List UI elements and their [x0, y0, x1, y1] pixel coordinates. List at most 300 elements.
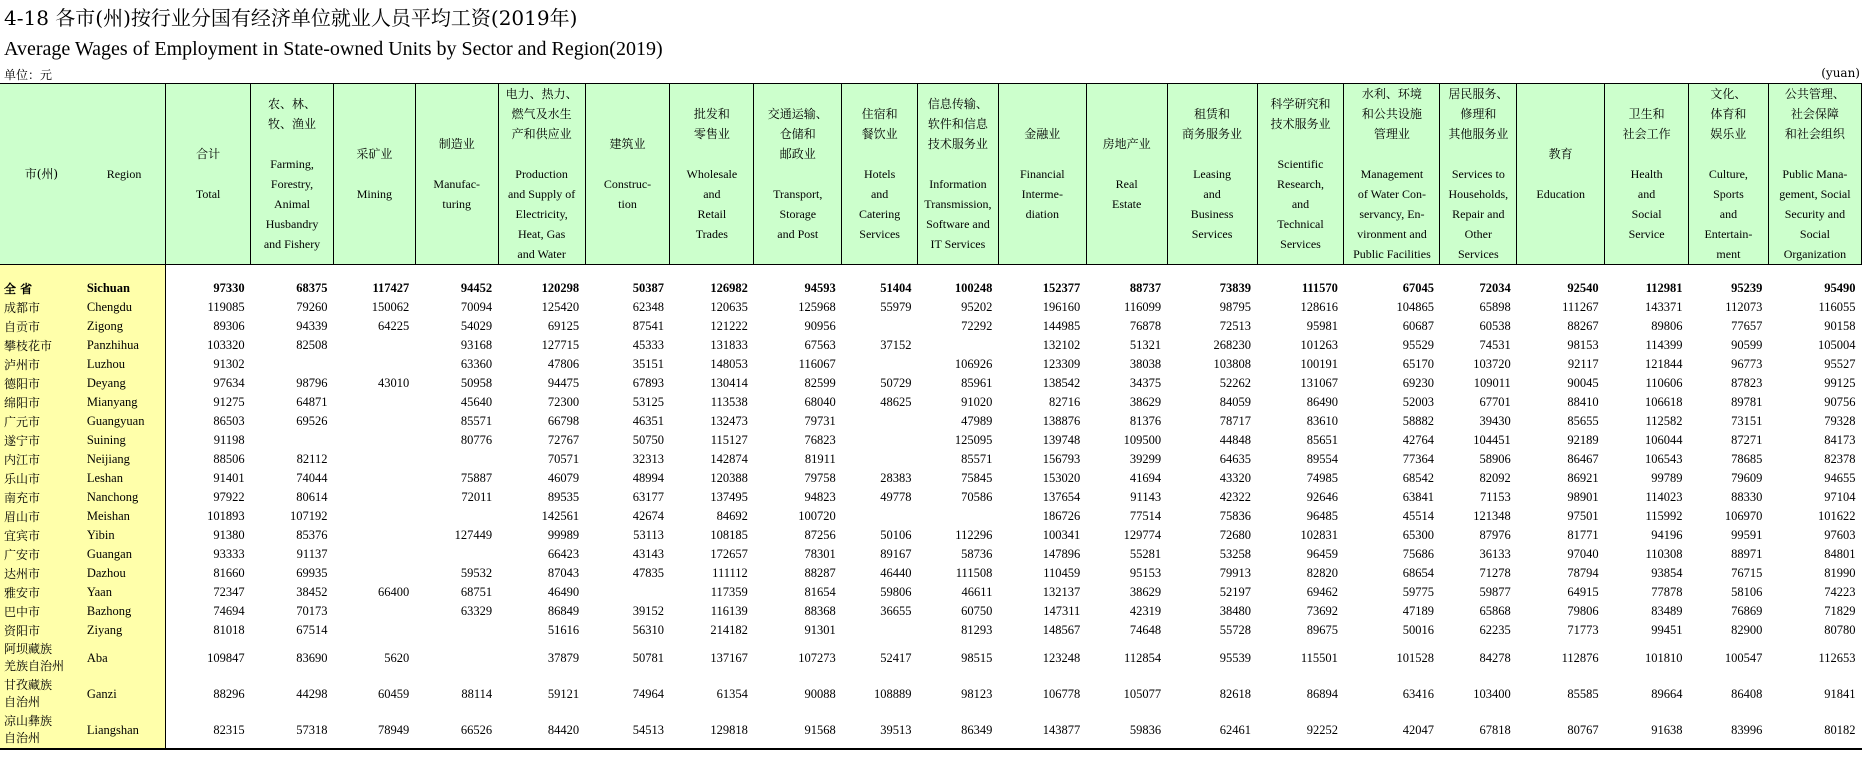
wage-cell: 85571 — [961, 452, 993, 466]
wage-cell: 91302 — [213, 357, 245, 371]
wage-cell: 138542 — [1042, 376, 1081, 390]
wage-cell: 67701 — [1479, 395, 1511, 409]
wage-cell: 112582 — [1645, 414, 1683, 428]
wage-cell: 82618 — [1219, 686, 1252, 701]
wage-cell: 87541 — [632, 319, 664, 333]
wage-cell: 85585 — [1567, 686, 1599, 701]
wage-cell: 82092 — [1479, 471, 1511, 485]
wage-cell: 82716 — [1049, 395, 1081, 409]
wage-cell: 91143 — [1130, 490, 1162, 504]
wage-cell: 129774 — [1123, 528, 1162, 542]
region-name-cn: 泸州市 — [0, 355, 83, 374]
wage-cell: 67514 — [296, 623, 328, 637]
wage-cell: 95527 — [1824, 357, 1856, 371]
wage-cell: 89675 — [1306, 623, 1338, 637]
wage-cell: 62235 — [1479, 623, 1511, 637]
wage-cell — [251, 355, 334, 374]
wage-cell: 37152 — [880, 338, 912, 352]
wage-cell: 38038 — [1129, 357, 1162, 371]
wage-cell: 84059 — [1219, 395, 1252, 409]
table-header-row — [0, 84, 1862, 265]
wage-cell: 101810 — [1645, 650, 1683, 665]
wage-cell — [842, 412, 918, 431]
region-name-en: Deyang — [83, 374, 166, 393]
wage-cell — [333, 526, 415, 545]
wage-cell: 35151 — [632, 357, 664, 371]
wage-cell: 99591 — [1731, 528, 1763, 542]
header-col-en: Real Estate — [1112, 177, 1142, 211]
wage-cell: 107192 — [289, 509, 328, 523]
wage-cell: 44298 — [296, 686, 328, 701]
wage-cell: 100720 — [798, 509, 836, 523]
wage-cell: 80776 — [460, 433, 493, 447]
wage-cell: 103720 — [1473, 357, 1511, 371]
wage-cell: 104451 — [1473, 433, 1511, 447]
wage-cell: 68040 — [804, 395, 836, 409]
wage-cell: 36655 — [880, 604, 912, 618]
wage-cell: 119085 — [207, 300, 245, 314]
table-row — [0, 621, 1862, 640]
header-col-cn: 金融业 — [1024, 127, 1061, 141]
region-name-en: Sichuan — [83, 279, 166, 298]
table-row — [0, 279, 1862, 298]
wage-cell: 152377 — [1042, 281, 1081, 295]
wage-cell: 109847 — [207, 650, 245, 665]
region-name-en: Ganzi — [83, 676, 166, 712]
wage-cell: 79731 — [804, 414, 836, 428]
wage-cell: 69935 — [296, 566, 328, 580]
wage-cell: 101622 — [1818, 509, 1856, 523]
wage-cell: 46490 — [547, 585, 580, 599]
wage-cell: 49778 — [880, 490, 912, 504]
wage-cell: 38452 — [296, 585, 328, 599]
header-col-11 — [1086, 84, 1167, 265]
header-col-cn: 合计 — [196, 147, 221, 161]
region-name-en: Zigong — [83, 317, 166, 336]
region-name-en: Bazhong — [83, 602, 166, 621]
region-name-cn: 宜宾市 — [0, 526, 83, 545]
wage-cell: 120388 — [710, 471, 748, 485]
wage-cell: 100341 — [1042, 528, 1081, 542]
wage-cell: 81654 — [804, 585, 836, 599]
wage-cell: 63360 — [460, 357, 493, 371]
wage-cell: 74531 — [1479, 338, 1511, 352]
wage-cell: 116099 — [1124, 300, 1162, 314]
region-name-en: Neijiang — [83, 450, 166, 469]
wage-cell: 112981 — [1645, 281, 1683, 295]
region-name-cn: 广安市 — [0, 545, 83, 564]
wage-cell: 56310 — [632, 623, 664, 637]
header-col-12 — [1167, 84, 1257, 265]
wage-cell: 88330 — [1731, 490, 1763, 504]
table-row — [0, 450, 1862, 469]
wage-cell: 86849 — [547, 604, 580, 618]
header-col-cn: 科学研究和 技术服务业 — [1270, 97, 1331, 131]
wage-cell: 147896 — [1042, 547, 1081, 561]
wage-cell: 84278 — [1479, 650, 1511, 665]
table-row — [0, 545, 1862, 564]
header-col-cn: 制造业 — [438, 137, 475, 151]
header-col-en: Leasing and Business Services — [1190, 167, 1234, 241]
wage-cell: 111267 — [1562, 300, 1599, 314]
wage-cell: 60687 — [1402, 319, 1434, 333]
wage-cell: 104865 — [1396, 300, 1434, 314]
wage-cell: 268230 — [1213, 338, 1252, 352]
header-col-en: Total — [195, 187, 221, 201]
wage-cell: 59532 — [460, 566, 493, 580]
wage-cell: 46351 — [632, 414, 664, 428]
wage-cell: 106778 — [1042, 686, 1081, 701]
header-gap-row — [0, 265, 1862, 280]
wage-cell: 127449 — [454, 528, 493, 542]
region-name-cn: 自贡市 — [0, 317, 83, 336]
wage-cell: 39152 — [632, 604, 664, 618]
wage-cell — [333, 450, 415, 469]
wage-cell: 74044 — [296, 471, 328, 485]
wage-cell: 96773 — [1731, 357, 1763, 371]
wage-cell: 55281 — [1129, 547, 1162, 561]
wage-cell: 70094 — [460, 300, 493, 314]
region-name-en: Chengdu — [83, 298, 166, 317]
wage-cell: 82112 — [296, 452, 328, 466]
header-col-cn: 电力、热力、 燃气及水生 产和供应业 — [505, 87, 578, 141]
wage-cell — [333, 488, 415, 507]
wage-cell: 53113 — [633, 528, 664, 542]
wage-cell: 45333 — [632, 338, 664, 352]
wage-cell: 121348 — [1473, 509, 1511, 523]
wage-cell: 71829 — [1824, 604, 1856, 618]
wage-cell: 96459 — [1306, 547, 1338, 561]
header-col-en: Information Transmission, Software and IT Services — [924, 177, 992, 251]
unit-label-chinese: 单位：元 — [4, 68, 53, 82]
wage-cell: 99451 — [1651, 623, 1683, 637]
wage-cell: 91198 — [213, 433, 245, 447]
region-name-en: Mianyang — [83, 393, 166, 412]
wage-cell: 91638 — [1605, 712, 1689, 749]
wage-cell: 91568 — [754, 712, 842, 749]
wage-cell: 101528 — [1396, 650, 1434, 665]
wage-cell: 86349 — [918, 712, 999, 749]
wage-cell: 139748 — [1042, 433, 1081, 447]
wage-cell: 86467 — [1567, 452, 1599, 466]
header-col-en: Public Mana- gement, Social Security and Social Organization — [1779, 167, 1851, 261]
wage-cell: 90599 — [1731, 338, 1763, 352]
wage-cell: 52003 — [1402, 395, 1434, 409]
wage-cell: 43010 — [378, 376, 410, 390]
wage-cell: 45514 — [1402, 509, 1434, 523]
region-name-en: Yibin — [83, 526, 166, 545]
header-col-en: Mining — [356, 187, 393, 201]
wage-cell: 125095 — [954, 433, 993, 447]
wage-cell: 143371 — [1645, 300, 1683, 314]
wage-cell: 89554 — [1306, 452, 1338, 466]
wage-cell: 103320 — [207, 338, 245, 352]
region-name-cn: 全 省 — [0, 279, 83, 298]
wage-cell: 84173 — [1824, 433, 1856, 447]
wage-cell: 43143 — [632, 547, 664, 561]
wage-cell: 94823 — [804, 490, 836, 504]
header-col-4 — [498, 84, 585, 265]
wage-cell: 85571 — [460, 414, 493, 428]
table-row — [0, 526, 1862, 545]
wage-cell: 98153 — [1567, 338, 1599, 352]
wage-cell: 148053 — [710, 357, 748, 371]
wage-cell: 67893 — [632, 376, 664, 390]
wage-cell: 54513 — [585, 712, 670, 749]
table-row — [0, 317, 1862, 336]
wage-cell: 88368 — [804, 604, 836, 618]
wage-cell: 153020 — [1042, 471, 1081, 485]
wage-cell: 88737 — [1129, 281, 1162, 295]
header-col-14 — [1344, 84, 1440, 265]
wage-cell: 115992 — [1645, 509, 1683, 523]
wage-cell: 114023 — [1645, 490, 1683, 504]
wage-cell: 109011 — [1473, 376, 1511, 390]
wage-cell: 90045 — [1567, 376, 1599, 390]
region-name-cn: 乐山市 — [0, 469, 83, 488]
wage-cell: 114399 — [1645, 338, 1683, 352]
wage-cell: 64871 — [296, 395, 328, 409]
wage-cell: 101893 — [207, 509, 245, 523]
wage-cell: 75836 — [1219, 509, 1252, 523]
wage-cell: 70571 — [547, 452, 580, 466]
wage-cell: 58882 — [1402, 414, 1434, 428]
wage-cell — [333, 355, 415, 374]
wage-cell: 48625 — [880, 395, 912, 409]
header-col-en: Services to Households, Repair and Other Services — [1448, 167, 1509, 261]
wage-cell: 94339 — [296, 319, 328, 333]
wage-cell — [842, 317, 918, 336]
wage-cell: 85961 — [961, 376, 993, 390]
wage-cell: 105077 — [1123, 686, 1162, 701]
wage-cell: 89781 — [1731, 395, 1763, 409]
wage-cell: 102831 — [1300, 528, 1338, 542]
header-col-2 — [333, 84, 415, 265]
wage-cell: 137654 — [1042, 490, 1081, 504]
wage-cell: 86408 — [1731, 686, 1763, 701]
wage-cell: 5620 — [384, 650, 410, 665]
wage-cell: 88267 — [1567, 319, 1599, 333]
region-name-cn: 绵阳市 — [0, 393, 83, 412]
wage-cell: 95202 — [961, 300, 993, 314]
wage-cell: 74985 — [1306, 471, 1338, 485]
wage-cell: 86503 — [213, 414, 245, 428]
wage-cell: 108889 — [874, 686, 912, 701]
table-row — [0, 431, 1862, 450]
header-col-en: Wholesale and Retail Trades — [686, 167, 738, 241]
wage-cell: 50750 — [632, 433, 664, 447]
wage-cell: 70173 — [296, 604, 328, 618]
wage-cell: 86894 — [1306, 686, 1338, 701]
wage-cell: 81293 — [961, 623, 993, 637]
header-col-16 — [1517, 84, 1605, 265]
wage-cell: 97040 — [1567, 547, 1599, 561]
wage-cell: 106926 — [954, 357, 993, 371]
region-name-cn: 成都市 — [0, 298, 83, 317]
header-col-en: Transport, Storage and Post — [773, 187, 823, 241]
header-col-cn: 居民服务、 修理和 其他服务业 — [1448, 87, 1509, 141]
wage-cell: 76878 — [1129, 319, 1162, 333]
wage-cell: 110308 — [1645, 547, 1683, 561]
wage-cell: 61354 — [716, 686, 748, 701]
wage-cell: 78794 — [1567, 566, 1599, 580]
header-col-0 — [166, 84, 251, 265]
wage-cell: 89306 — [213, 319, 245, 333]
wage-cell: 50016 — [1402, 623, 1434, 637]
wage-cell: 74694 — [213, 604, 245, 618]
header-col-cn: 批发和 零售业 — [693, 107, 730, 141]
wage-cell: 90158 — [1824, 319, 1856, 333]
wage-cell: 59836 — [1086, 712, 1167, 749]
region-name-cn: 内江市 — [0, 450, 83, 469]
wage-cell: 123248 — [1042, 650, 1081, 665]
wage-cell: 91301 — [804, 623, 836, 637]
wage-cell: 87256 — [804, 528, 836, 542]
wage-cell: 121222 — [710, 319, 748, 333]
wage-cell: 75887 — [460, 471, 493, 485]
wage-cell: 52262 — [1219, 376, 1252, 390]
wage-cell — [333, 393, 415, 412]
wage-cell: 121844 — [1645, 357, 1683, 371]
wage-cell: 93854 — [1651, 566, 1683, 580]
wage-cell: 78717 — [1219, 414, 1252, 428]
wage-cell: 65868 — [1479, 604, 1511, 618]
wage-cell: 95490 — [1824, 281, 1856, 295]
wage-cell: 38480 — [1219, 604, 1252, 618]
wage-cell: 71278 — [1479, 566, 1511, 580]
table-row — [0, 412, 1862, 431]
wage-cell: 129818 — [670, 712, 754, 749]
wage-cell: 47989 — [961, 414, 993, 428]
wage-cell: 71153 — [1479, 490, 1511, 504]
header-col-19 — [1768, 84, 1861, 265]
region-name-en: Ziyang — [83, 621, 166, 640]
wage-cell: 73839 — [1219, 281, 1252, 295]
region-name-cn: 阿坝藏族 羌族自治州 — [0, 640, 83, 676]
wage-cell: 89167 — [880, 547, 912, 561]
wage-cell: 70586 — [961, 490, 993, 504]
wage-cell: 92252 — [1257, 712, 1344, 749]
wage-cell — [415, 507, 498, 526]
wage-cell: 81990 — [1824, 566, 1856, 580]
wage-cell — [333, 621, 415, 640]
wage-cell: 117427 — [372, 281, 410, 295]
wage-cell: 96485 — [1306, 509, 1338, 523]
header-col-cn: 租赁和 商务服务业 — [1182, 107, 1243, 141]
wage-cell: 143877 — [998, 712, 1086, 749]
region-name-en: Leshan — [83, 469, 166, 488]
wage-cell: 63416 — [1402, 686, 1434, 701]
region-name-cn: 遂宁市 — [0, 431, 83, 450]
wage-cell: 76715 — [1731, 566, 1763, 580]
wage-cell: 60750 — [961, 604, 993, 618]
wage-cell: 87976 — [1479, 528, 1511, 542]
wage-cell — [918, 507, 999, 526]
region-name-en: Guangyuan — [83, 412, 166, 431]
table-row — [0, 374, 1862, 393]
wage-cell: 94593 — [804, 281, 836, 295]
wage-cell: 41694 — [1129, 471, 1162, 485]
wage-cell — [333, 412, 415, 431]
wage-cell: 94475 — [547, 376, 580, 390]
wage-cell: 55728 — [1219, 623, 1252, 637]
wage-cell: 88506 — [213, 452, 245, 466]
header-col-en: Production and Supply of Electricity, Heat, Gas and Water — [507, 167, 576, 261]
region-name-en: Suining — [83, 431, 166, 450]
wage-cell: 59775 — [1402, 585, 1434, 599]
wage-cell: 83489 — [1651, 604, 1683, 618]
header-col-en: Culture, Sports and Entertain- ment — [1704, 167, 1753, 261]
wage-cell: 98901 — [1567, 490, 1599, 504]
wage-cell: 94196 — [1651, 528, 1683, 542]
header-col-en: Manufac- turing — [433, 177, 481, 211]
wage-cell: 91401 — [213, 471, 245, 485]
wage-cell — [333, 469, 415, 488]
wage-cell: 77364 — [1402, 452, 1434, 466]
wage-cell: 47189 — [1402, 604, 1434, 618]
wage-cell: 127715 — [541, 338, 580, 352]
header-col-cn: 教育 — [1548, 147, 1573, 161]
wage-cell: 88287 — [804, 566, 836, 580]
region-name-en: Yaan — [83, 583, 166, 602]
wage-cell: 52417 — [880, 650, 912, 665]
header-col-cn: 公共管理、 社会保障 和社会组织 — [1784, 87, 1845, 141]
region-name-cn: 南充市 — [0, 488, 83, 507]
wage-cell: 88296 — [213, 686, 245, 701]
region-name-en: Guangan — [83, 545, 166, 564]
wage-cell: 45640 — [460, 395, 493, 409]
wage-cell: 115127 — [710, 433, 748, 447]
wage-cell: 50106 — [880, 528, 912, 542]
header-col-3 — [415, 84, 498, 265]
table-body — [0, 265, 1862, 750]
header-col-cn: 房地产业 — [1102, 137, 1151, 151]
wage-cell: 79609 — [1731, 471, 1763, 485]
header-col-18 — [1689, 84, 1769, 265]
wage-cell: 39299 — [1129, 452, 1162, 466]
wage-cell: 95981 — [1306, 319, 1338, 333]
wage-cell: 90088 — [804, 686, 836, 701]
wage-cell: 72300 — [547, 395, 580, 409]
region-name-cn: 巴中市 — [0, 602, 83, 621]
table-row — [0, 712, 1862, 749]
wage-cell: 38629 — [1129, 395, 1162, 409]
wage-cell: 132137 — [1042, 585, 1081, 599]
region-name-en: Nanchong — [83, 488, 166, 507]
wage-cell: 82315 — [166, 712, 251, 749]
header-col-cn: 农、林、 牧、渔业 — [268, 97, 317, 131]
wage-cell: 89535 — [547, 490, 580, 504]
wage-cell: 51321 — [1129, 338, 1162, 352]
region-name-en: Panzhihua — [83, 336, 166, 355]
wage-cell: 73151 — [1731, 414, 1763, 428]
wage-cell: 128616 — [1300, 300, 1338, 314]
header-col-17 — [1605, 84, 1689, 265]
wage-cell: 85376 — [296, 528, 328, 542]
wage-cell: 100191 — [1300, 357, 1338, 371]
header-col-cn: 水利、环境 和公共设施 管理业 — [1361, 87, 1422, 141]
wage-cell: 93168 — [460, 338, 493, 352]
wage-cell: 79806 — [1567, 604, 1599, 618]
wage-cell: 83610 — [1306, 414, 1338, 428]
wage-cell: 91275 — [213, 395, 245, 409]
wage-cell: 69230 — [1402, 376, 1434, 390]
wage-cell: 120635 — [710, 300, 748, 314]
wage-cell: 108185 — [710, 528, 748, 542]
wage-cell: 106044 — [1645, 433, 1683, 447]
wage-cell — [333, 545, 415, 564]
wage-cell: 131833 — [710, 338, 748, 352]
